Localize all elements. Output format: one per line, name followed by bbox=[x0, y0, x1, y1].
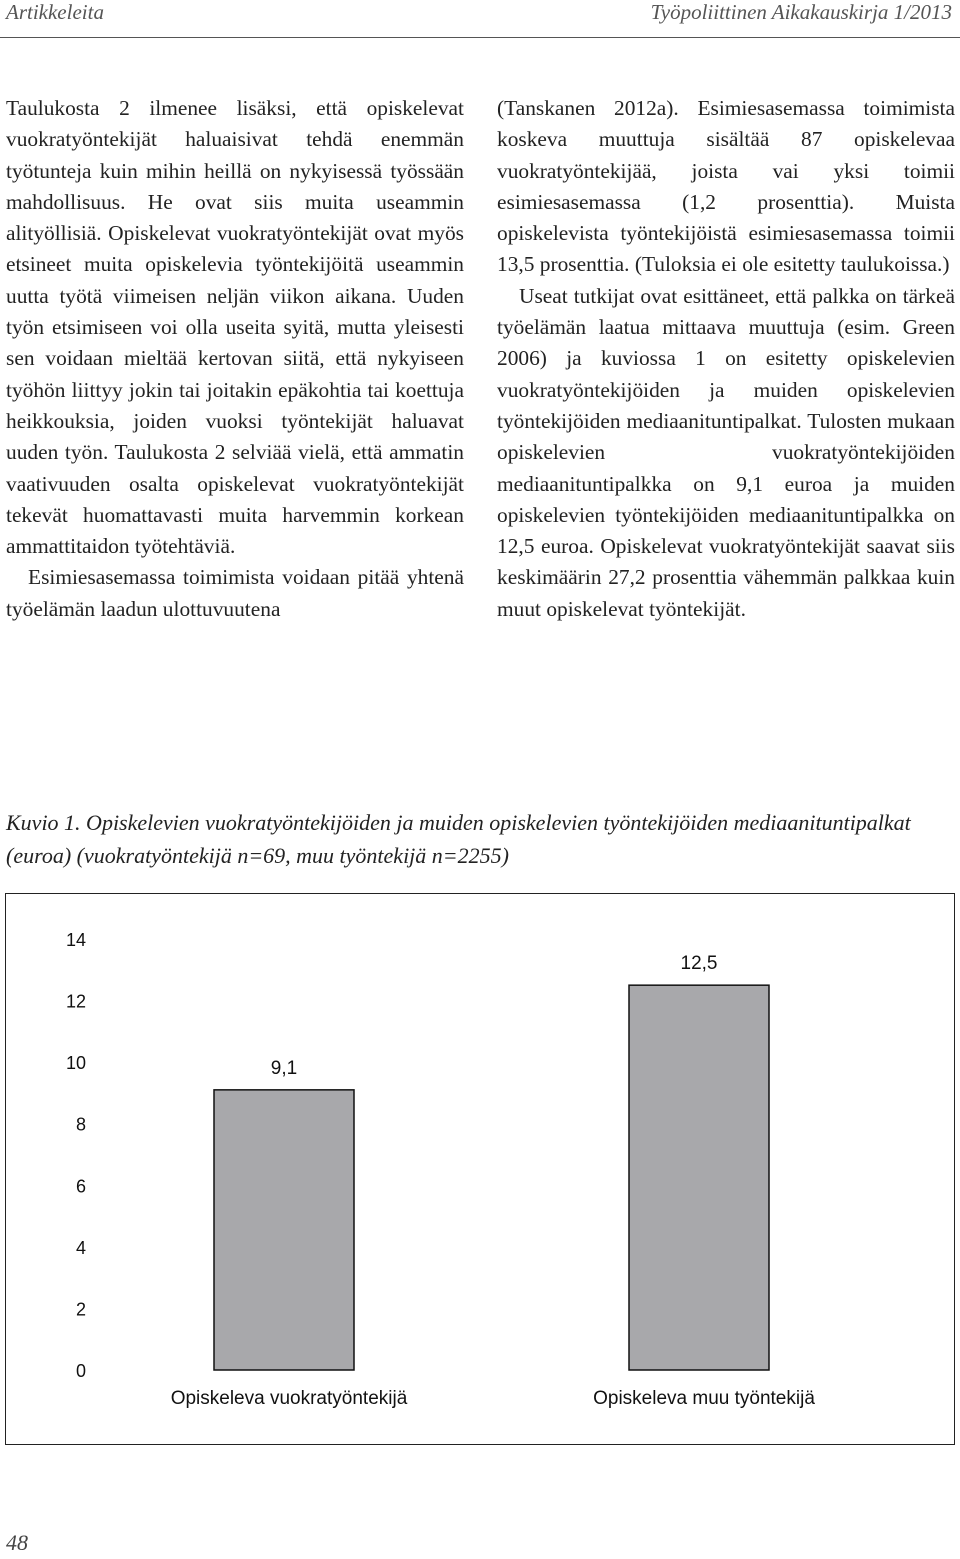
x-category-label: Opiskeleva vuokratyöntekijä bbox=[170, 1388, 408, 1409]
data-label: 9,1 bbox=[270, 1057, 298, 1079]
bar-chart bbox=[6, 894, 956, 1446]
page-number: 48 bbox=[6, 1530, 28, 1555]
paragraph: Taulukosta 2 ilmenee lisäksi, että opiskelevat vuokratyöntekijät haluaisivat tehdä enemmän työtunteja kuin mihin heillä on nykyisessä työssään mahdollisuus. He ovat siis muita useammin alityöllisiä. Opiskelevat vuokratyöntekijät ovat myös etsineet muita opiskelevia työntekijöitä useammin uutta työtä viimeisen neljän viikon aikana. Uuden työn etsimiseen voi olla useita syitä, mutta yleisesti sen voidaan mieltää kertovan siitä, että nykyiseen työhön liittyy jokin tai joitakin epäkohtia tai koettuja heikkouksia, joiden vuoksi työntekijät haluavat uuden työn. Taulukosta 2 selviää vielä, että ammatin vaativuuden osalta opiskelevat vuokratyöntekijät tekevät huomattavasti muita harvemmin korkean ammattitaidon työtehtäviä. bbox=[6, 96, 464, 559]
y-tick-label: 6 bbox=[75, 1176, 86, 1197]
data-label: 12,5 bbox=[680, 953, 718, 975]
header-rule bbox=[0, 37, 960, 38]
paragraph: Esimiesasemassa toimimista voidaan pitää yhtenä työelämän laadun ulottuvuutena bbox=[6, 565, 464, 621]
paragraph: Useat tutkijat ovat esittäneet, että palkka on tärkeä työelämän laatua mittaava muuttuja (esim. Green 2006) ja kuviossa 1 on esitetty opiskelevien vuokratyöntekijöiden ja muiden opiskelevien työntekijöiden mediaanituntipalkat. Tulosten mukaan opiskelevien vuokratyöntekijöiden mediaanituntipalkka on 9,1 euroa ja muiden opiskelevien työntekijöiden mediaanituntipalkka on 12,5 euroa. Opiskelevat vuokratyöntekijät saavat siis keskimäärin 27,2 prosenttia vähemmän palkkaa kuin muut opiskelevat työntekijät. bbox=[497, 283, 955, 621]
y-tick-label: 0 bbox=[75, 1361, 86, 1381]
y-tick-label: 2 bbox=[75, 1299, 86, 1320]
y-tick-label: 14 bbox=[65, 930, 86, 950]
left-column bbox=[6, 93, 464, 625]
figure-caption: Kuvio 1. Opiskelevien vuokratyöntekijöiden ja muiden opiskelevien työntekijöiden mediaanituntipalkat (euroa) (vuokratyöntekijä n=69, muu työntekijä n=2255) bbox=[6, 810, 911, 868]
paragraph: (Tanskanen 2012a). Esimiesasemassa toimimista koskeva muuttuja sisältää 87 opiskelevaa vuokratyöntekijää, joista vai yksi toimii esimiesasemassa (1,2 prosenttia). Muista opiskelevista työntekijöistä esimiesasemassa toimii 13,5 prosenttia. (Tuloksia ei ole esitetty taulukoissa.) bbox=[497, 96, 955, 277]
x-category-label: Opiskeleva muu työntekijä bbox=[593, 1388, 815, 1409]
running-header-journal: Työpoliittinen Aikakauskirja 1/2013 bbox=[650, 0, 952, 24]
bar bbox=[214, 1090, 354, 1370]
y-tick-label: 4 bbox=[75, 1237, 86, 1258]
y-tick-label: 10 bbox=[65, 1053, 86, 1074]
y-tick-label: 8 bbox=[75, 1114, 86, 1135]
right-column bbox=[497, 93, 955, 625]
y-tick-label: 12 bbox=[65, 991, 86, 1012]
running-header-section: Artikkeleita bbox=[6, 0, 104, 24]
chart-frame bbox=[5, 893, 955, 1445]
bar bbox=[629, 985, 769, 1370]
